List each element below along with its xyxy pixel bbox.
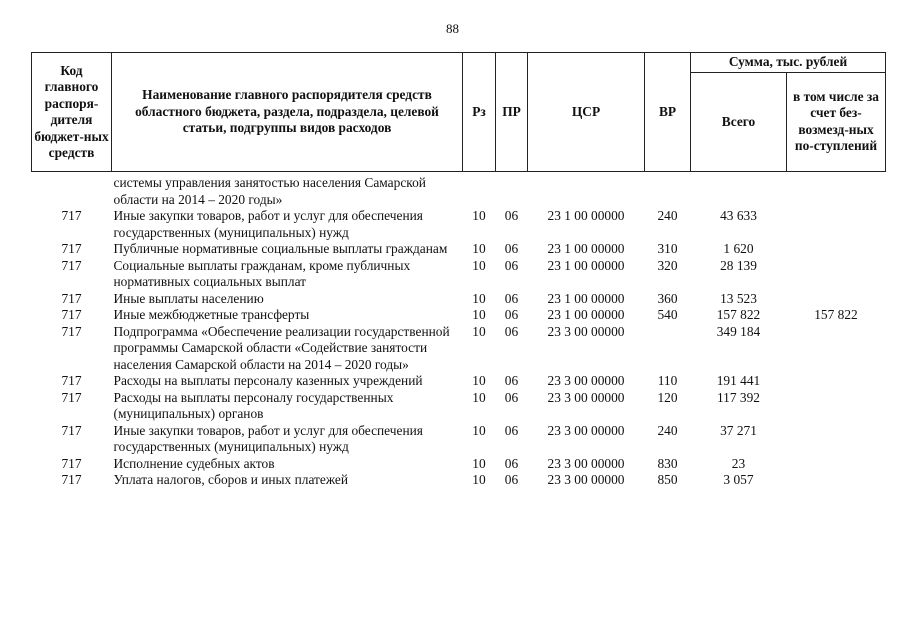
- cell-pr: 06: [504, 323, 519, 339]
- cell-name: Иные закупки товаров, работ и услуг для обеспечения государственных (муниципальных) нужд: [113, 422, 423, 454]
- cell-name: Публичные нормативные социальные выплаты гражданам: [113, 241, 448, 256]
- cell-code: 717: [61, 257, 82, 273]
- header-sum: Сумма, тыс. рублей: [691, 53, 886, 73]
- cell-code: 717: [61, 241, 82, 256]
- header-total: Всего: [691, 72, 787, 172]
- cell-total: 23: [731, 455, 746, 471]
- cell-rz: 10: [472, 422, 486, 438]
- cell-total: 1 620: [723, 241, 754, 256]
- table-row: [32, 423, 886, 456]
- cell-total: 191 441: [716, 373, 761, 388]
- cell-pr: 06: [504, 208, 519, 223]
- table-row: [32, 172, 886, 209]
- table-row: [32, 472, 886, 489]
- cell-code: 717: [61, 422, 82, 438]
- cell-pr: 06: [504, 307, 519, 322]
- table-row: [32, 307, 886, 324]
- cell-code: 717: [61, 290, 82, 306]
- cell-pr: 06: [504, 373, 519, 388]
- cell-vr: 240: [657, 422, 678, 438]
- cell-code: 717: [61, 455, 82, 471]
- page-number: 88: [446, 21, 459, 36]
- cell-csr: 23 3 00 00000: [547, 323, 625, 339]
- cell-total: [691, 172, 787, 209]
- cell-code: [32, 172, 112, 209]
- cell-rz: 10: [472, 455, 486, 471]
- cell-csr: 23 1 00 00000: [547, 307, 625, 322]
- cell-incl: [787, 258, 886, 291]
- cell-incl: [787, 390, 886, 423]
- cell-incl: [787, 373, 886, 390]
- cell-rz: 10: [472, 208, 486, 223]
- cell-pr: 06: [504, 455, 519, 471]
- cell-csr: 23 1 00 00000: [547, 241, 625, 256]
- cell-name: Иные межбюджетные трансферты: [113, 307, 310, 322]
- cell-code: 717: [61, 389, 82, 405]
- cell-rz: 10: [472, 257, 486, 273]
- cell-code: 717: [61, 307, 82, 322]
- cell-rz: 10: [472, 373, 486, 388]
- cell-total: 349 184: [716, 323, 761, 339]
- cell-csr: [528, 172, 645, 209]
- cell-vr: 110: [657, 373, 678, 388]
- cell-rz: 10: [472, 323, 486, 339]
- cell-vr: [645, 324, 691, 374]
- cell-incl: [787, 423, 886, 456]
- cell-name: системы управления занятостью населения Самарской области на 2014 – 2020 годы»: [113, 175, 426, 207]
- cell-total: 117 392: [716, 389, 761, 405]
- cell-total: 13 523: [720, 290, 757, 306]
- table-row: [32, 373, 886, 390]
- cell-pr: 06: [504, 290, 519, 306]
- table-header: [32, 53, 886, 172]
- cell-csr: 23 3 00 00000: [547, 472, 625, 487]
- budget-table: [31, 52, 886, 489]
- cell-incl: [787, 324, 886, 374]
- cell-vr: 310: [657, 241, 678, 256]
- header-code: Код главного распоря-дителя бюджет-ных средств: [32, 53, 112, 172]
- cell-name: Расходы на выплаты персоналу казенных учреждений: [113, 373, 423, 388]
- cell-csr: 23 1 00 00000: [547, 257, 625, 273]
- cell-vr: 360: [657, 290, 678, 306]
- cell-rz: 10: [472, 472, 486, 487]
- table-row: [32, 208, 886, 241]
- cell-incl: [787, 172, 886, 209]
- cell-total: 43 633: [720, 208, 757, 223]
- cell-vr: 850: [657, 472, 678, 487]
- cell-total: 3 057: [723, 472, 754, 487]
- table-body: [32, 172, 886, 489]
- table-row: [32, 456, 886, 473]
- table-row: [32, 291, 886, 308]
- header-vr: ВР: [645, 53, 691, 172]
- cell-code: 717: [61, 323, 82, 339]
- header-csr: ЦСР: [528, 53, 645, 172]
- table-row: [32, 324, 886, 374]
- cell-total: 157 822: [716, 307, 761, 322]
- header-incl: в том числе за счет без-возмезд-ных по-ступлений: [787, 72, 886, 172]
- cell-vr: [645, 172, 691, 209]
- cell-pr: 06: [504, 472, 519, 487]
- cell-csr: 23 3 00 00000: [547, 389, 625, 405]
- header-rz: Рз: [463, 53, 496, 172]
- cell-rz: 10: [472, 241, 486, 256]
- cell-code: 717: [61, 373, 82, 388]
- cell-total: 37 271: [720, 422, 757, 438]
- table-row: [32, 390, 886, 423]
- cell-vr: 540: [657, 307, 678, 322]
- cell-rz: 10: [472, 290, 486, 306]
- cell-csr: 23 3 00 00000: [547, 455, 625, 471]
- cell-total: 28 139: [720, 257, 757, 273]
- cell-rz: [463, 172, 496, 209]
- cell-name: Социальные выплаты гражданам, кроме публичных нормативных социальных выплат: [113, 257, 411, 289]
- cell-pr: 06: [504, 389, 519, 405]
- cell-rz: 10: [472, 389, 486, 405]
- cell-pr: [496, 172, 528, 209]
- cell-name: Подпрограмма «Обеспечение реализации государственной программы Самарской области «Содействие занятости населения Самарской области на 2014 – 2020 годы»: [113, 323, 450, 372]
- cell-vr: 320: [657, 257, 678, 273]
- cell-rz: 10: [472, 307, 486, 322]
- cell-name: Расходы на выплаты персоналу государственных (муниципальных) органов: [113, 389, 394, 421]
- table-row: [32, 258, 886, 291]
- cell-pr: 06: [504, 241, 519, 256]
- cell-vr: 120: [657, 389, 678, 405]
- header-pr: ПР: [496, 53, 528, 172]
- cell-incl: [787, 208, 886, 241]
- cell-csr: 23 1 00 00000: [547, 208, 625, 223]
- cell-incl: [787, 241, 886, 258]
- cell-pr: 06: [504, 257, 519, 273]
- cell-incl: [787, 291, 886, 308]
- cell-csr: 23 3 00 00000: [547, 373, 625, 388]
- cell-code: 717: [61, 208, 82, 223]
- cell-name: Иные выплаты населению: [113, 290, 264, 306]
- cell-name: Иные закупки товаров, работ и услуг для обеспечения государственных (муниципальных) нужд: [113, 208, 423, 240]
- cell-pr: 06: [504, 422, 519, 438]
- cell-incl: [787, 472, 886, 489]
- cell-vr: 240: [657, 208, 678, 223]
- cell-csr: 23 3 00 00000: [547, 422, 625, 438]
- cell-vr: 830: [657, 455, 678, 471]
- cell-name: Уплата налогов, сборов и иных платежей: [113, 472, 349, 487]
- cell-code: 717: [61, 472, 82, 487]
- cell-incl: [787, 456, 886, 473]
- cell-csr: 23 1 00 00000: [547, 290, 625, 306]
- cell-name: Исполнение судебных актов: [113, 455, 275, 471]
- header-name: Наименование главного распорядителя средств областного бюджета, раздела, подраздела, целевой статьи, подгруппы видов расходов: [112, 53, 463, 172]
- cell-incl: 157 822: [814, 307, 858, 322]
- table-row: [32, 241, 886, 258]
